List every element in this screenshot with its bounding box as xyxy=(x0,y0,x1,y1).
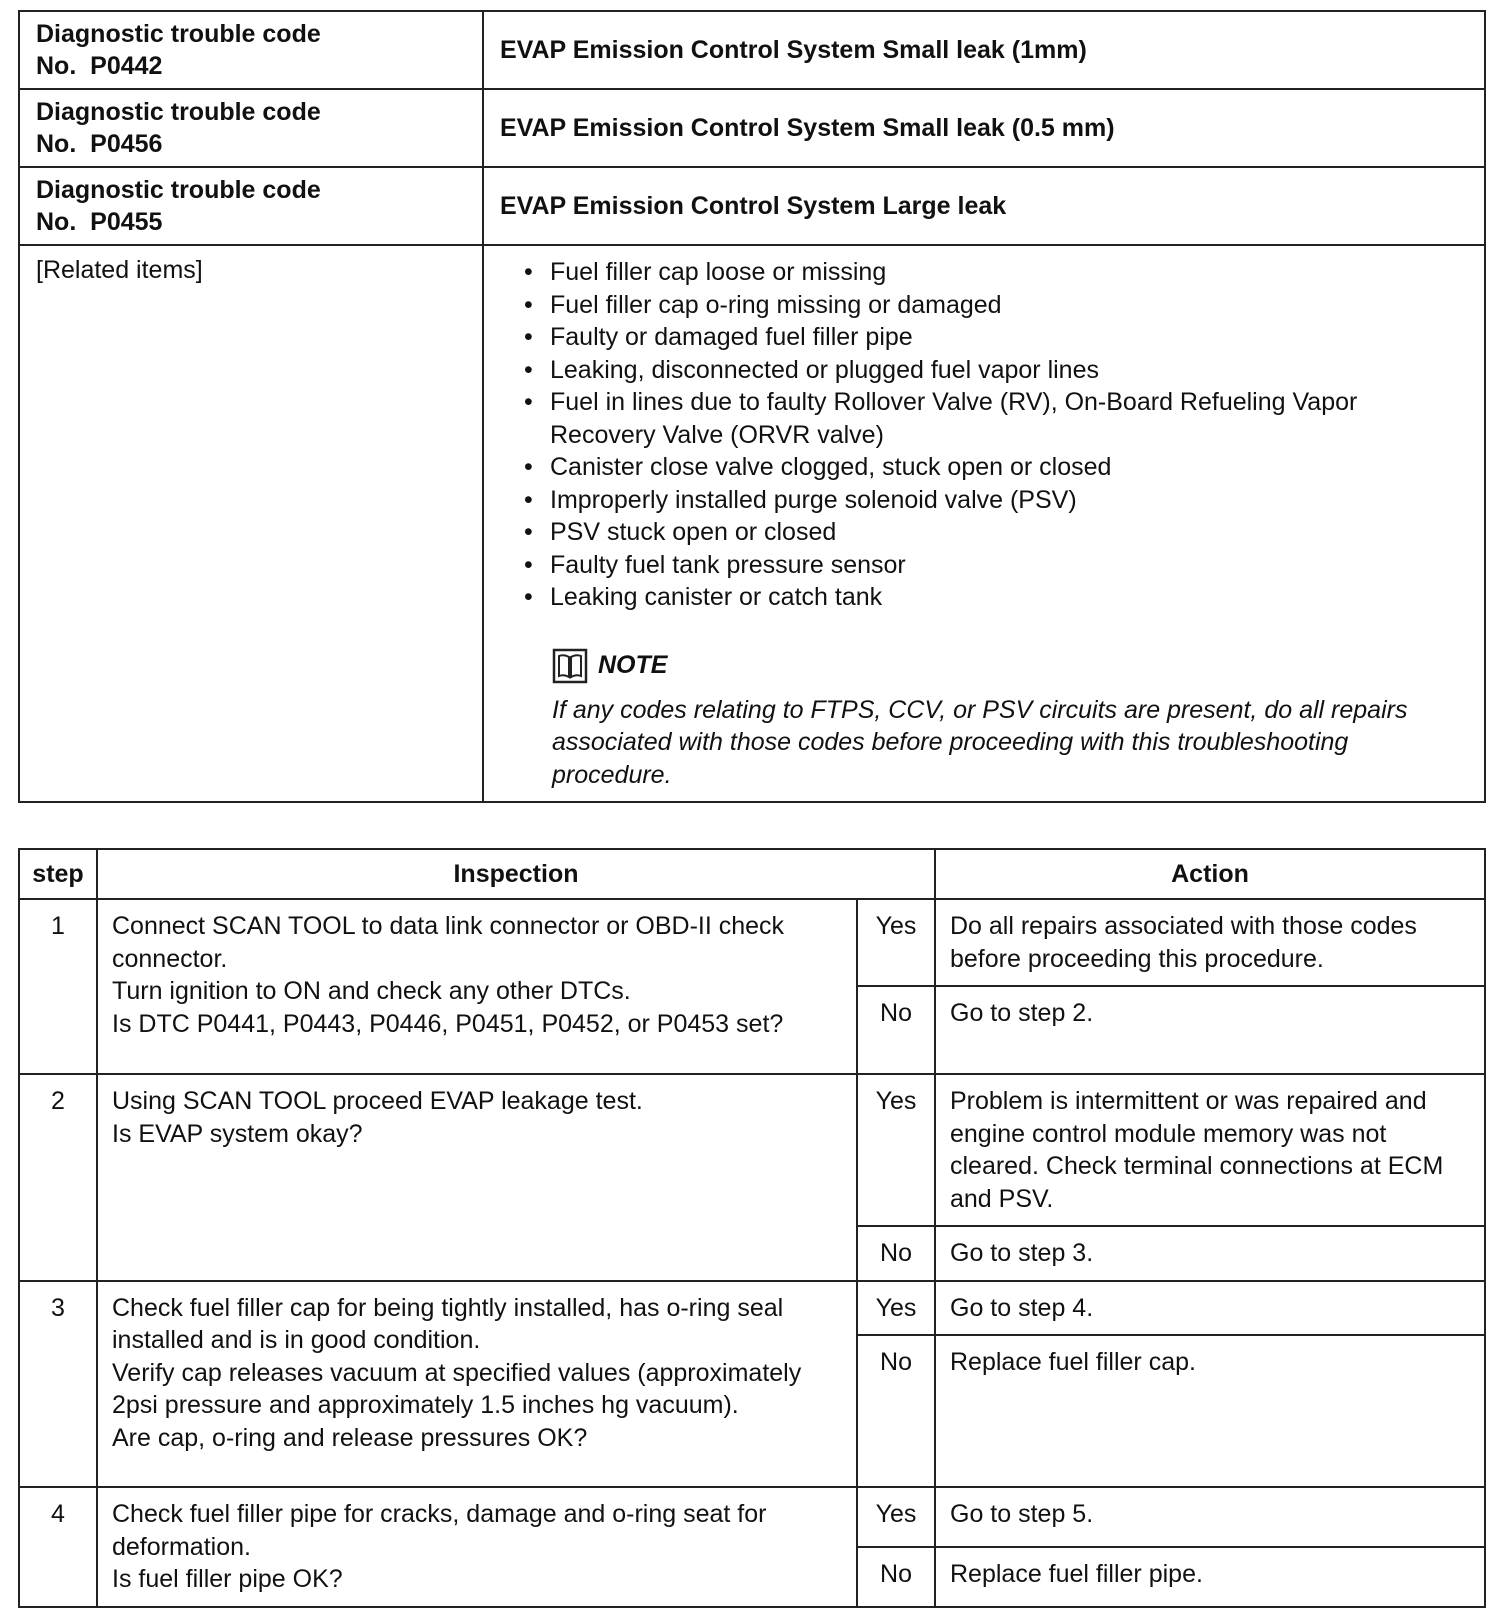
yes-label: Yes xyxy=(857,1281,935,1336)
dtc-table xyxy=(18,10,1486,803)
inspection-text: Connect SCAN TOOL to data link connector or OBD-II check connector. Turn ignition to ON and check any other DTCs. Is DTC P0441, P0443, P0446, P0451, P0452, or P0453 set? xyxy=(97,899,857,1074)
yes-action: Go to step 4. xyxy=(935,1281,1485,1336)
related-items-label: [Related items] xyxy=(19,245,483,802)
step-number: 2 xyxy=(19,1074,97,1281)
no-label: No xyxy=(857,1335,935,1487)
no-action: Replace fuel filler pipe. xyxy=(935,1547,1485,1607)
dtc-row xyxy=(19,167,1485,245)
step-number: 4 xyxy=(19,1487,97,1607)
no-action: Go to step 3. xyxy=(935,1226,1485,1281)
yes-action: Go to step 5. xyxy=(935,1487,1485,1547)
list-item: • Fuel in lines due to faulty Rollover Valve (RV), On-Board Refueling Vapor Recovery Valve (ORVR valve) xyxy=(522,386,1468,451)
dtc-title: EVAP Emission Control System Small leak (0.5 mm) xyxy=(483,89,1485,167)
no-action: Go to step 2. xyxy=(935,986,1485,1074)
step-header: step xyxy=(19,849,97,899)
inspection-text: Check fuel filler pipe for cracks, damage and o-ring seat for deformation. Is fuel filler pipe OK? xyxy=(97,1487,857,1607)
inspection-header: Inspection xyxy=(97,849,935,899)
no-label: No xyxy=(857,1547,935,1607)
yes-action: Do all repairs associated with those codes before proceeding this procedure. xyxy=(935,899,1485,986)
no-label: No xyxy=(857,1226,935,1281)
yes-action: Problem is intermittent or was repaired and engine control module memory was not cleared. Check terminal connections at ECM and PSV. xyxy=(935,1074,1485,1226)
dtc-number: No. P0456 xyxy=(36,130,163,158)
table-row xyxy=(19,899,1485,986)
list-item: • Fuel filler cap o-ring missing or damaged xyxy=(522,289,1468,322)
dtc-label: Diagnostic trouble code xyxy=(36,98,321,126)
yes-label: Yes xyxy=(857,1074,935,1226)
steps-table xyxy=(18,848,1486,1608)
list-item: • Leaking, disconnected or plugged fuel vapor lines xyxy=(522,354,1468,387)
dtc-code-cell xyxy=(19,11,483,89)
related-items-row xyxy=(19,245,1485,802)
yes-label: Yes xyxy=(857,899,935,986)
note-title: NOTE xyxy=(598,651,668,679)
dtc-number: No. P0442 xyxy=(36,52,163,80)
table-row xyxy=(19,1281,1485,1336)
inspection-text: Using SCAN TOOL proceed EVAP leakage test. Is EVAP system okay? xyxy=(97,1074,857,1281)
dtc-title: EVAP Emission Control System Small leak (1mm) xyxy=(483,11,1485,89)
list-item: • PSV stuck open or closed xyxy=(522,516,1468,549)
manual-book-icon xyxy=(552,648,588,684)
list-item: • Fuel filler cap loose or missing xyxy=(522,256,1468,289)
list-item: • Canister close valve clogged, stuck open or closed xyxy=(522,451,1468,484)
related-items-content xyxy=(483,245,1485,802)
dtc-code-cell xyxy=(19,89,483,167)
inspection-text: Check fuel filler cap for being tightly installed, has o-ring seal installed and is in good condition. Verify cap releases vacuum at specified values (approximately 2psi pressure and approximately 1.5 inches hg vacuum). Are cap, o-ring and release pressures OK? xyxy=(97,1281,857,1488)
dtc-title: EVAP Emission Control System Large leak xyxy=(483,167,1485,245)
list-item: • Faulty or damaged fuel filler pipe xyxy=(522,321,1468,354)
table-row xyxy=(19,1074,1485,1226)
note-text: If any codes relating to FTPS, CCV, or PSV circuits are present, do all repairs associated with those codes before proceeding with this troubleshooting procedure. xyxy=(552,695,1408,789)
step-number: 3 xyxy=(19,1281,97,1488)
list-item: • Leaking canister or catch tank xyxy=(522,581,1468,614)
table-row xyxy=(19,1487,1485,1547)
yes-label: Yes xyxy=(857,1487,935,1547)
table-header-row xyxy=(19,849,1485,899)
no-action: Replace fuel filler cap. xyxy=(935,1335,1485,1487)
dtc-row xyxy=(19,89,1485,167)
related-items-list xyxy=(522,256,1468,614)
dtc-code-cell xyxy=(19,167,483,245)
no-label: No xyxy=(857,986,935,1074)
dtc-number: No. P0455 xyxy=(36,208,163,236)
dtc-label: Diagnostic trouble code xyxy=(36,20,321,48)
note-header xyxy=(552,644,1468,688)
note-block xyxy=(522,644,1468,792)
list-item: • Improperly installed purge solenoid valve (PSV) xyxy=(522,484,1468,517)
list-item: • Faulty fuel tank pressure sensor xyxy=(522,549,1468,582)
dtc-label: Diagnostic trouble code xyxy=(36,176,321,204)
step-number: 1 xyxy=(19,899,97,1074)
action-header: Action xyxy=(935,849,1485,899)
dtc-row xyxy=(19,11,1485,89)
